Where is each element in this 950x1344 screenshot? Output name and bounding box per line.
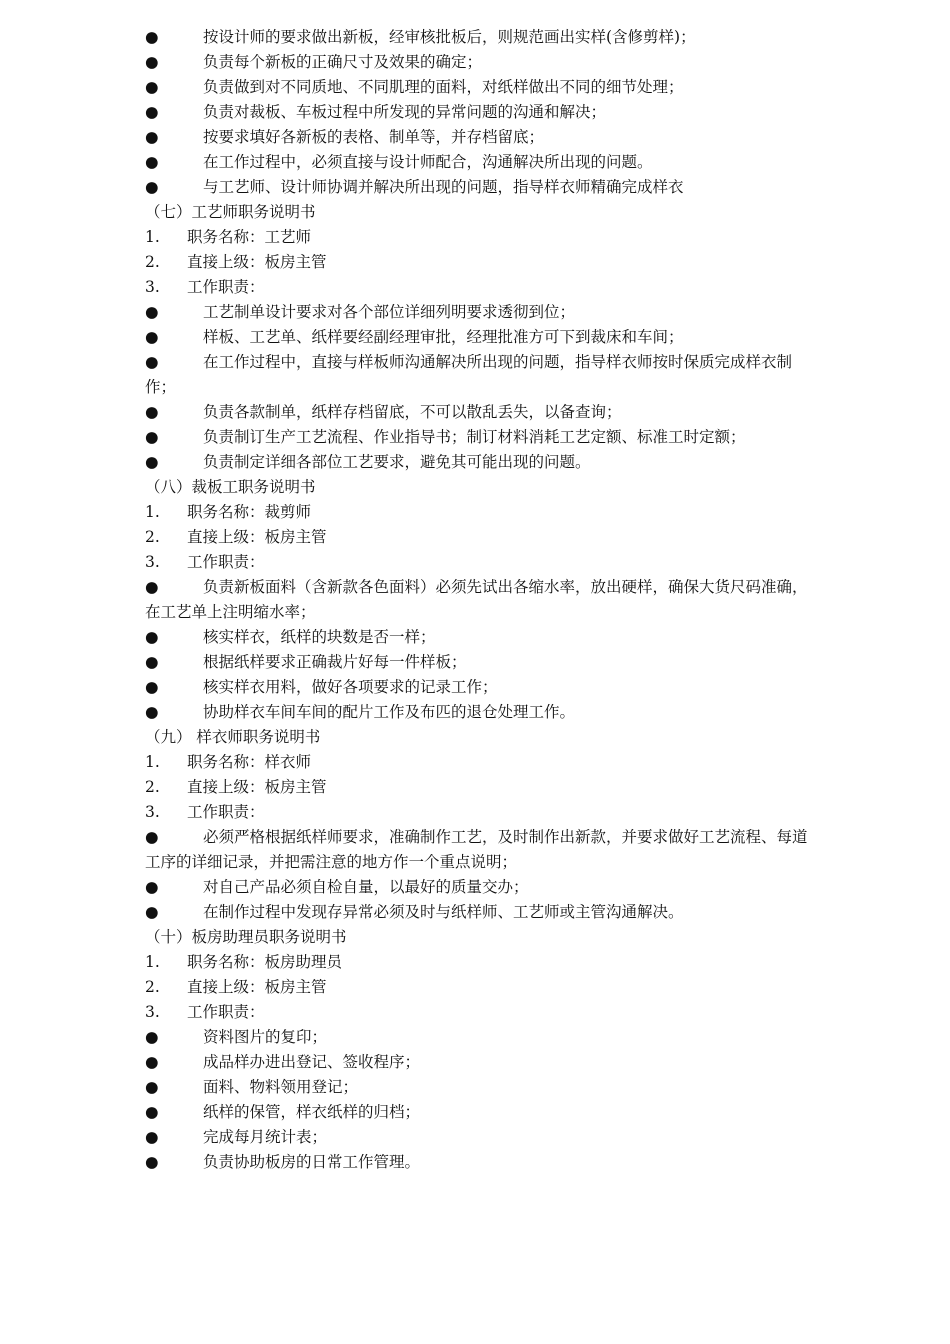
bullet: ● [145,1128,159,1146]
section-heading: （十）板房助理员职务说明书 [145,928,347,946]
list-item [145,625,813,650]
item-text: 直接上级：板房主管 [187,528,327,546]
section-heading: （七）工艺师职务说明书 [145,203,316,221]
numbered-item [145,975,813,1000]
list-item [145,1150,813,1175]
duty-text: 按要求填好各新板的表格、制单等，并存档留底； [203,128,545,146]
item-number: 3. [145,1003,160,1021]
list-item [145,350,813,400]
bullet: ● [145,28,159,46]
list-item [145,875,813,900]
list-item [145,75,813,100]
bullet: ● [145,1028,159,1046]
bullet: ● [145,353,159,371]
list-item [145,575,813,625]
bullet: ● [145,1103,159,1121]
bullet: ● [145,1078,159,1096]
numbered-item [145,275,813,300]
item-text: 工作职责： [187,553,265,571]
item-number: 3. [145,278,160,296]
duty-text: 按设计师的要求做出新板，经审核批板后，则规范画出实样(含修剪样)； [203,28,696,46]
list-item [145,1100,813,1125]
duty-text: 核实样衣，纸样的块数是否一样； [203,628,436,646]
duty-text: 面料、物料领用登记； [203,1078,359,1096]
duty-text: 在工作过程中，直接与样板师沟通解决所出现的问题，指导样衣师按时保质完成样衣制作； [145,353,793,396]
item-number: 1. [145,503,160,521]
bullet: ● [145,1053,159,1071]
item-number: 2. [145,978,160,996]
item-number: 1. [145,953,160,971]
numbered-item [145,775,813,800]
bullet: ● [145,103,159,121]
duty-text: 核实样衣用料，做好各项要求的记录工作； [203,678,498,696]
bullet: ● [145,328,159,346]
item-text: 职务名称：工艺师 [187,228,312,246]
duty-text: 负责协助板房的日常工作管理。 [203,1153,421,1171]
bullet: ● [145,578,159,596]
item-text: 直接上级：板房主管 [187,778,327,796]
section-heading: （九） 样衣师职务说明书 [145,728,321,746]
list-item [145,675,813,700]
duty-text: 负责制定详细各部位工艺要求，避免其可能出现的问题。 [203,453,591,471]
duty-text: 负责对裁板、车板过程中所发现的异常问题的沟通和解决； [203,103,607,121]
item-text: 工作职责： [187,803,265,821]
bullet: ● [145,703,159,721]
list-item [145,900,813,925]
item-number: 1. [145,753,160,771]
bullet: ● [145,78,159,96]
bullet: ● [145,453,159,471]
item-number: 3. [145,803,160,821]
duty-text: 负责新板面料（含新款各色面料）必须先试出各缩水率，放出硬样，确保大货尺码准确，在工艺单上注明缩水率； [145,578,808,621]
list-item [145,400,813,425]
duty-text: 负责制订生产工艺流程、作业指导书；制订材料消耗工艺定额、标准工时定额； [203,428,746,446]
duty-text: 工艺制单设计要求对各个部位详细列明要求透彻到位； [203,303,576,321]
list-item [145,300,813,325]
item-number: 1. [145,228,160,246]
list-item [145,425,813,450]
list-item [145,825,813,875]
bullet: ● [145,428,159,446]
bullet: ● [145,153,159,171]
list-item [145,450,813,475]
list-item [145,700,813,725]
bullet: ● [145,903,159,921]
duty-text: 负责每个新板的正确尺寸及效果的确定； [203,53,483,71]
item-text: 直接上级：板房主管 [187,253,327,271]
bullet: ● [145,1153,159,1171]
bullet: ● [145,878,159,896]
duty-text: 纸样的保管，样衣纸样的归档； [203,1103,421,1121]
item-number: 3. [145,553,160,571]
duty-text: 资料图片的复印； [203,1028,328,1046]
duty-text: 在制作过程中发现存异常必须及时与纸样师、工艺师或主管沟通解决。 [203,903,684,921]
item-text: 职务名称：裁剪师 [187,503,312,521]
item-text: 直接上级：板房主管 [187,978,327,996]
list-item [145,1125,813,1150]
numbered-item [145,750,813,775]
numbered-item [145,1000,813,1025]
numbered-item [145,250,813,275]
item-text: 职务名称：样衣师 [187,753,312,771]
numbered-item [145,950,813,975]
duty-text: 根据纸样要求正确裁片好每一件样板； [203,653,467,671]
item-text: 职务名称：板房助理员 [187,953,343,971]
duty-text: 与工艺师、设计师协调并解决所出现的问题，指导样衣师精确完成样衣 [203,178,684,196]
item-number: 2. [145,528,160,546]
numbered-item [145,525,813,550]
bullet: ● [145,628,159,646]
list-item [145,650,813,675]
document-body [145,25,813,1175]
duty-text: 负责各款制单，纸样存档留底，不可以散乱丢失，以备查询； [203,403,622,421]
duty-text: 对自己产品必须自检自量，以最好的质量交办； [203,878,529,896]
numbered-item [145,800,813,825]
section-heading: （八）裁板工职务说明书 [145,478,316,496]
numbered-item [145,550,813,575]
duty-text: 在工作过程中，必须直接与设计师配合，沟通解决所出现的问题。 [203,153,653,171]
bullet: ● [145,403,159,421]
list-item [145,100,813,125]
item-number: 2. [145,253,160,271]
list-item [145,1050,813,1075]
bullet: ● [145,678,159,696]
list-item [145,325,813,350]
bullet: ● [145,828,159,846]
duty-text: 成品样办进出登记、签收程序； [203,1053,421,1071]
bullet: ● [145,303,159,321]
item-number: 2. [145,778,160,796]
list-item [145,150,813,175]
bullet: ● [145,53,159,71]
list-item [145,1075,813,1100]
numbered-item [145,225,813,250]
item-text: 工作职责： [187,1003,265,1021]
duty-text: 必须严格根据纸样师要求，准确制作工艺，及时制作出新款，并要求做好工艺流程、每道工序的详细记录，并把需注意的地方作一个重点说明； [145,828,808,871]
duty-text: 协助样衣车间车间的配片工作及布匹的退仓处理工作。 [203,703,576,721]
list-item [145,175,813,200]
duty-text: 完成每月统计表； [203,1128,328,1146]
duty-text: 负责做到对不同质地、不同肌理的面料，对纸样做出不同的细节处理； [203,78,684,96]
item-text: 工作职责： [187,278,265,296]
numbered-item [145,500,813,525]
list-item [145,25,813,50]
list-item [145,50,813,75]
list-item [145,125,813,150]
bullet: ● [145,178,159,196]
bullet: ● [145,653,159,671]
bullet: ● [145,128,159,146]
list-item [145,1025,813,1050]
duty-text: 样板、工艺单、纸样要经副经理审批，经理批准方可下到裁床和车间； [203,328,684,346]
